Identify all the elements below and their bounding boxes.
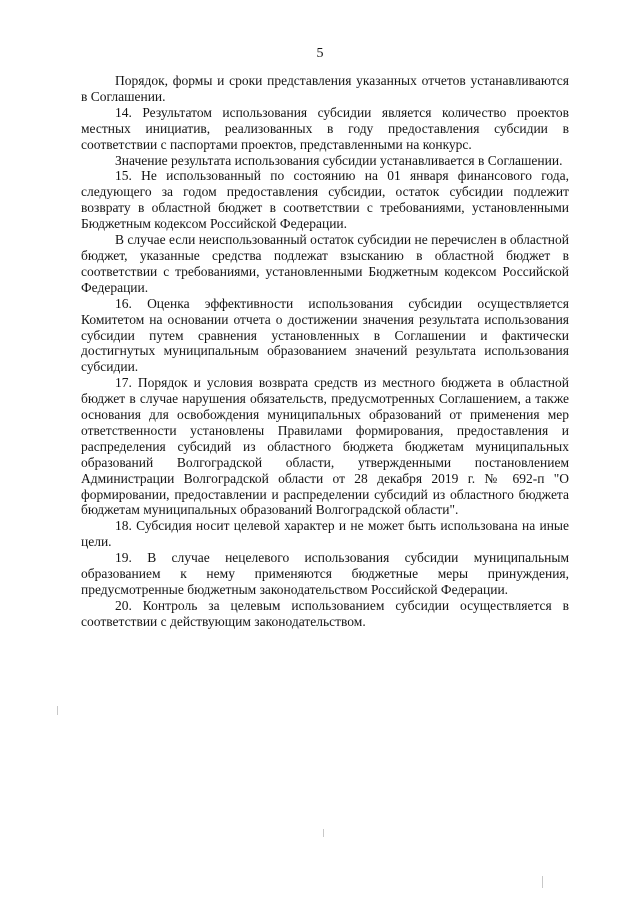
scan-mark [323, 829, 324, 837]
scan-mark [542, 876, 543, 888]
paragraph-18-targeted: 18. Субсидия носит целевой характер и не может быть использована на иные цели. [81, 518, 569, 550]
scan-mark [57, 706, 58, 715]
paragraph-unspent-recovery: В случае если неиспользованный остаток субсидии не перечислен в областной бюджет, указанные средства подлежат взысканию в областной бюджет в соответствии с требованиями, установленными Бюджетным кодексом Российской Федерации. [81, 232, 569, 295]
paragraph-19-misuse: 19. В случае нецелевого использования субсидии муниципальным образованием к нему применяются бюджетные меры принуждения, предусмотренные бюджетным законодательством Российской Федерации. [81, 550, 569, 597]
paragraph-result-value: Значение результата использования субсидии устанавливается в Соглашении. [115, 152, 563, 168]
paragraph-15-return: 15. Не использованный по состоянию на 01 января финансового года, следующего за годом предоставления субсидии, остаток субсидии подлежит возврату в областной бюджет в соответствии с требованиями, установленными Бюджетным кодексом Российской Федерации. [81, 168, 569, 232]
paragraph-14-result: 14. Результатом использования субсидии является количество проектов местных инициатив, реализованных в году предоставления субсидии в соответствии с паспортами проектов, представленными на конкурс. [81, 104, 569, 152]
paragraph-16-efficiency: 16. Оценка эффективности использования субсидии осуществляется Комитетом на основании отчета о достижении значения результата использования субсидии путем сравнения установленных в Соглашении и фактически достигнутых муниципальным образованием значений результата использования субсидии. [81, 295, 569, 375]
paragraph-17-refund-conditions: 17. Порядок и условия возврата средств из местного бюджета в областной бюджет в случае нарушения обязательств, предусмотренных Соглашением, а также основания для освобождения муниципальных образований от применения мер ответственности установлены Правилами формирования, предоставления и распределения субсидий из областного бюджета бюджетам муниципальных образований Волгоградской области, утвержденными постановлением Администрации Волгоградской области от 28 декабря 2019 г. № 692-п "О формировании, предоставлении и распределении субсидий из областного бюджета бюджетам муниципальных образований Волгоградской области". [81, 375, 569, 518]
paragraph-20-control: 20. Контроль за целевым использованием субсидии осуществляется в соответствии с действующим законодательством. [81, 597, 569, 629]
page-number: 5 [316, 46, 324, 61]
document-body [81, 73, 569, 630]
paragraph-report-order: Порядок, формы и сроки представления указанных отчетов устанавливаются в Соглашении. [81, 73, 569, 104]
